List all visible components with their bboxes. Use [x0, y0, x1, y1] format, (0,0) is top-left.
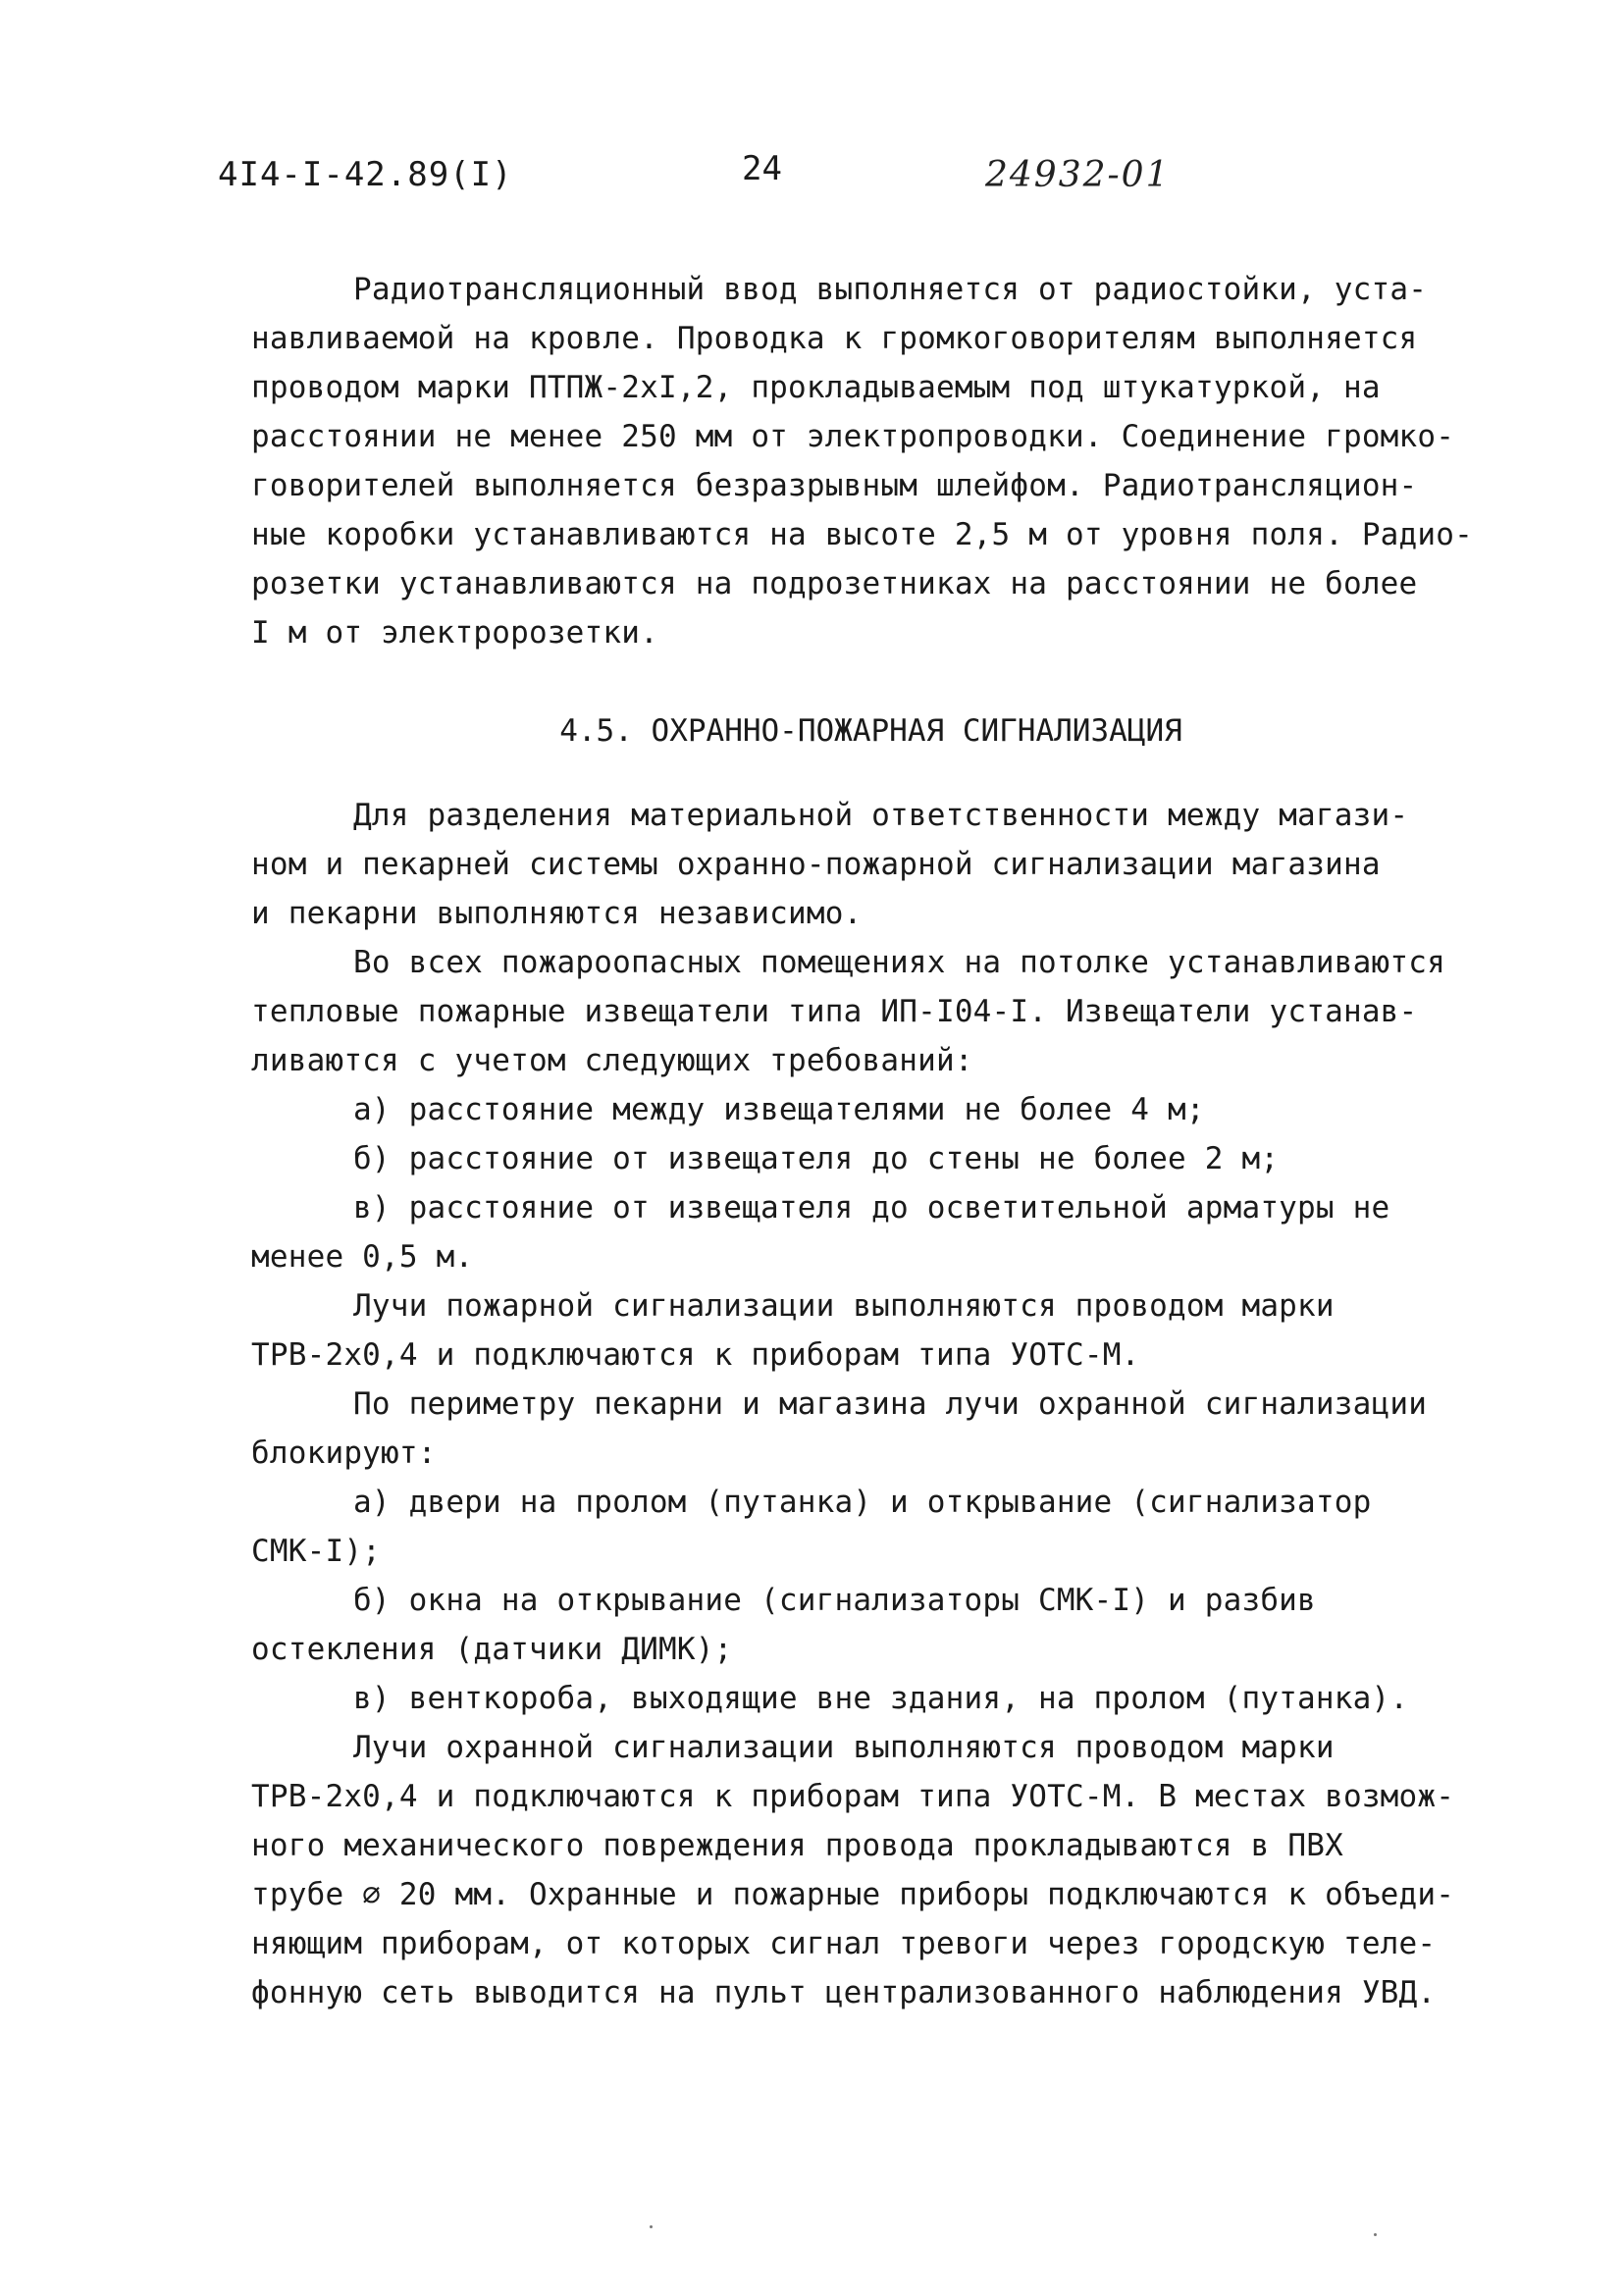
paragraph-line: в) расстояние от извещателя до осветительной арматуры не	[353, 1190, 1390, 1226]
section-heading: 4.5. ОХРАННО-ПОЖАРНАЯ СИГНАЛИЗАЦИЯ	[559, 713, 1182, 749]
inventory-number: 24932-01	[985, 155, 1171, 195]
alarm-section-body	[251, 791, 1586, 2017]
paragraph-line: розетки устанавливаются на подрозетниках на расстоянии не более	[251, 566, 1418, 601]
paragraph-line: Лучи пожарной сигнализации выполняются проводом марки	[353, 1288, 1335, 1324]
paragraph-line: Для разделения материальной ответственности между магази-	[353, 798, 1409, 833]
paragraph-line: ТРВ-2х0,4 и подключаются к приборам типа УОТС-М.	[251, 1337, 1140, 1373]
paragraph-line: остекления (датчики ДИМК);	[251, 1632, 733, 1667]
document-code: 4I4-I-42.89(I)	[218, 155, 513, 194]
paragraph-line: трубе ∅ 20 мм. Охранные и пожарные приборы подключаются к объеди-	[251, 1877, 1455, 1912]
paragraph-line: тепловые пожарные извещатели типа ИП-I04-I. Извещатели устанав-	[251, 994, 1418, 1029]
paragraph-line: а) двери на пролом (путанка) и открывание (сигнализатор	[353, 1485, 1372, 1520]
paragraph-line: По периметру пекарни и магазина лучи охранной сигнализации	[353, 1386, 1428, 1422]
paragraph-line: ном и пекарней системы охранно-пожарной сигнализации магазина	[251, 847, 1381, 882]
page-header	[0, 149, 1624, 214]
page-number: 24	[742, 149, 782, 188]
paragraph-line: б) окна на открывание (сигнализаторы СМК-I) и разбив	[353, 1583, 1316, 1618]
paragraph-line: б) расстояние от извещателя до стены не более 2 м;	[353, 1141, 1280, 1176]
paragraph-line: I м от электророзетки.	[251, 615, 658, 651]
paragraph-line: проводом марки ПТПЖ-2хI,2, прокладываемым под штукатуркой, на	[251, 370, 1381, 405]
scan-speck	[650, 2225, 653, 2228]
paragraph-line: ного механического повреждения провода прокладываются в ПВХ	[251, 1828, 1343, 1863]
paragraph-line: Лучи охранной сигнализации выполняются проводом марки	[353, 1730, 1335, 1765]
paragraph-line: ТРВ-2х0,4 и подключаются к приборам типа УОТС-М. В местах возмож-	[251, 1779, 1455, 1814]
radio-paragraph	[251, 265, 1586, 657]
paragraph-line: и пекарни выполняются независимо.	[251, 896, 863, 931]
paragraph-line: в) венткороба, выходящие вне здания, на пролом (путанка).	[353, 1681, 1409, 1716]
paragraph-line: а) расстояние между извещателями не более 4 м;	[353, 1092, 1205, 1127]
paragraph-line: фонную сеть выводится на пульт централизованного наблюдения УВД.	[251, 1975, 1437, 2010]
paragraph-line: навливаемой на кровле. Проводка к громкоговорителям выполняется	[251, 321, 1418, 356]
paragraph-line: ливаются с учетом следующих требований:	[251, 1043, 973, 1078]
paragraph-line: менее 0,5 м.	[251, 1239, 474, 1275]
paragraph-line: СМК-I);	[251, 1534, 382, 1569]
paragraph-line: говорителей выполняется безразрывным шлейфом. Радиотрансляцион-	[251, 468, 1418, 503]
paragraph-line: няющим приборам, от которых сигнал тревоги через городскую теле-	[251, 1926, 1437, 1961]
paragraph-line: расстоянии не менее 250 мм от электропроводки. Соединение громко-	[251, 419, 1455, 454]
paragraph-line: Во всех пожароопасных помещениях на потолке устанавливаются	[353, 945, 1445, 980]
paragraph-line: Радиотрансляционный ввод выполняется от радиостойки, уста-	[353, 272, 1428, 307]
paragraph-line: блокируют:	[251, 1435, 437, 1471]
paragraph-line: ные коробки устанавливаются на высоте 2,5 м от уровня поля. Радио-	[251, 517, 1473, 552]
scan-speck	[1374, 2233, 1377, 2236]
